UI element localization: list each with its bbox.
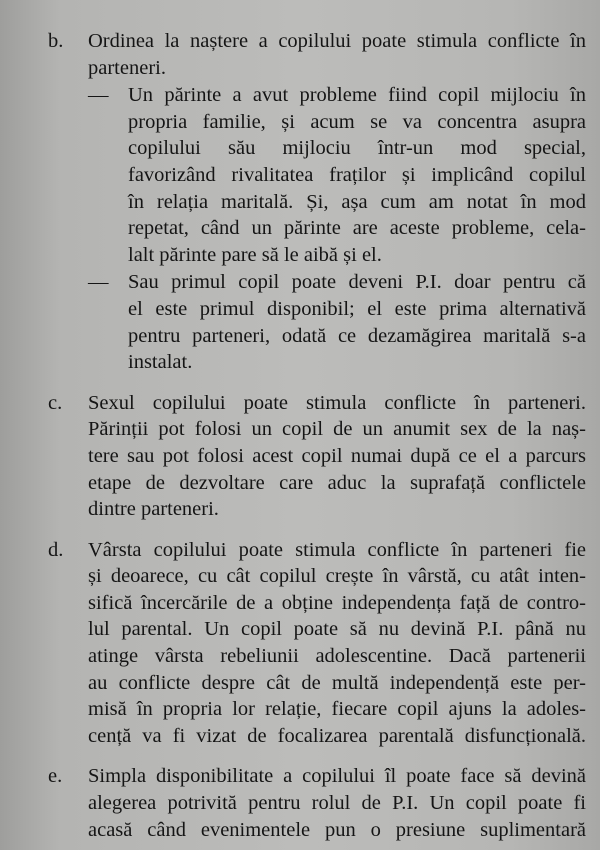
text-line: pentru parteneri, odată ce dezamăgirea maritală s-a: [128, 324, 586, 347]
item-body: [88, 763, 586, 843]
text-line: Un părinte a avut probleme fiind copil mijlociu în: [128, 84, 586, 107]
text-line: Ordinea la naștere a copilului poate stimula conflicte în: [88, 30, 586, 52]
text-line: lalt părinte pare să le aibă și el.: [128, 243, 382, 266]
text-line: copilului său mijlociu într-un mod special,: [128, 137, 586, 160]
text-line: cență va fi vizat de focalizarea parentală disfuncțională.: [88, 724, 586, 747]
page-text: [48, 28, 586, 850]
text-line: acasă când evenimentele pun o presiune suplimentară: [88, 818, 586, 841]
item-letter: b.: [48, 30, 64, 52]
item-body: [88, 537, 586, 750]
item-letter: e.: [48, 765, 63, 788]
text-line: alegerea potrivită pentru rolul de P.I. Un copil poate fi: [88, 792, 586, 815]
sub-item: [88, 82, 586, 268]
text-line: repetat, când un părinte are aceste probleme, cela-: [128, 217, 586, 240]
text-line: propria familie, și acum se va concentra asupra: [128, 110, 586, 133]
text-line: el este primul disponibil; el este prima alternativă: [128, 297, 586, 320]
text-line: au conflicte despre cât de multă independență este per-: [88, 671, 586, 694]
item-body: [88, 390, 586, 523]
text-line: Părinții pot folosi un copil de un anumit sex de la naș-: [88, 418, 586, 441]
list-item-e: [48, 763, 586, 843]
text-line: Vârsta copilului poate stimula conflicte în parteneri fie: [88, 538, 586, 561]
text-line: atinge vârsta rebeliunii adolescentine. Dacă partenerii: [88, 645, 586, 668]
text-line: tere sau pot folosi acest copil numai după ce el a parcurs: [88, 444, 586, 467]
text-line: în relația maritală. Și, așa cum am notat în mod: [128, 190, 586, 213]
text-line: etape de dezvoltare care aduc la suprafață conflictele: [88, 471, 586, 494]
dash-marker: —: [88, 84, 109, 107]
sub-item-body: [128, 269, 586, 375]
sub-item: [88, 269, 586, 375]
item-letter: d.: [48, 538, 64, 561]
dash-marker: —: [88, 271, 109, 294]
text-line: dintre parteneri.: [88, 498, 219, 521]
list-item-b: [48, 28, 586, 376]
text-line: sifică încercările de a obține independența față de contro-: [88, 591, 586, 614]
text-line: instalat.: [128, 351, 193, 374]
item-letter: c.: [48, 391, 63, 414]
text-line: Simpla disponibilitate a copilului îl poate face să devină: [88, 765, 586, 788]
list-item-c: [48, 390, 586, 523]
sub-item-body: [128, 82, 586, 268]
text-line: favorizând rivalitatea fraților și implicând copilul: [128, 163, 586, 186]
text-line: parteneri.: [88, 56, 166, 79]
text-line: Sau primul copil poate deveni P.I. doar pentru că: [128, 271, 586, 294]
list-item-d: [48, 537, 586, 750]
text-line: și deoarece, cu cât copilul crește în vârstă, cu atât inten-: [88, 565, 586, 588]
text-line: Sexul copilului poate stimula conflicte în parteneri.: [88, 391, 586, 414]
text-line: misă în propria lor relație, fiecare copil ajuns la adoles-: [88, 698, 586, 721]
text-line: lul parental. Un copil poate să nu devină P.I. până nu: [88, 618, 586, 641]
item-body: [88, 28, 586, 376]
